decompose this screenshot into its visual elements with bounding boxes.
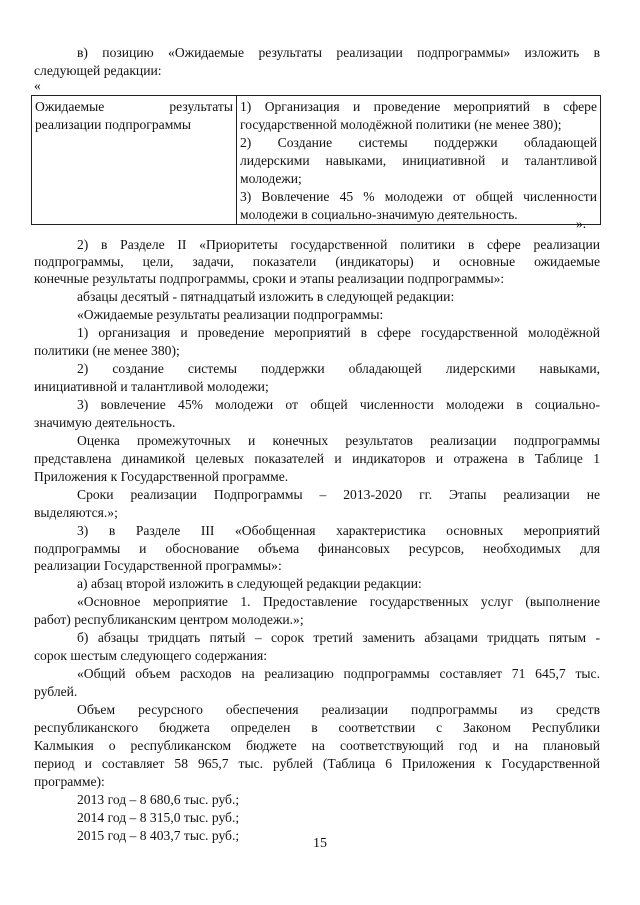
paragraph-line: представлена динамикой целевых показателей и индикаторов и отражена в Таблице 1: [34, 451, 600, 466]
paragraph-line: Сроки реализации Подпрограммы – 2013-2020 гг. Этапы реализации не: [77, 487, 600, 502]
table-value-line: молодежи;: [240, 171, 302, 186]
paragraph-line: конечные результаты подпрограммы, сроки и этапы реализации подпрограммы»:: [34, 271, 505, 286]
paragraph-line: Калмыкия о республиканском бюджете на соответствующий год и на плановый: [34, 738, 600, 753]
paragraph-line: инициативной и талантливой молодежи;: [34, 379, 269, 394]
paragraph-line: период и составляет 58 965,7 тыс. рублей (Таблица 6 Приложения к Государственной: [34, 756, 600, 771]
paragraph-line: а) абзац второй изложить в следующей редакции редакции:: [77, 576, 422, 591]
table-value-line: 2) Создание системы поддержки обладающей: [240, 135, 597, 150]
results-table: [31, 95, 601, 225]
paragraph-line: подпрограммы, цели, задачи, показатели (индикаторы) и основные ожидаемые: [34, 254, 600, 269]
table-value-line: молодежи в социально-значимую деятельность.: [240, 207, 518, 222]
intro-line: в) позицию «Ожидаемые результаты реализации подпрограммы» изложить в: [77, 45, 600, 60]
paragraph-line: выделяются.»;: [34, 505, 118, 520]
paragraph-line: Приложения к Государственной программе.: [34, 469, 289, 484]
paragraph-line: 2) создание системы поддержки обладающей лидерскими навыками,: [77, 361, 600, 376]
table-value-line: лидерскими навыками, инициативной и талантливой: [240, 153, 597, 168]
table-value-cell: [237, 96, 601, 225]
close-quote: ».: [576, 216, 587, 231]
paragraph-line: республиканского бюджета определен в соответствии с Законом Республики: [34, 720, 600, 735]
year-budget-line: 2014 год – 8 315,0 тыс. руб.;: [77, 810, 240, 825]
paragraph-line: реализации Государственной программы»:: [34, 558, 282, 573]
table-row: [32, 96, 601, 225]
paragraph-line: «Ожидаемые результаты реализации подпрограммы:: [77, 307, 384, 322]
paragraph-line: сорок шестым следующего содержания:: [34, 648, 268, 663]
table-value-line: 1) Организация и проведение мероприятий в сфере: [240, 99, 597, 114]
paragraph-line: абзацы десятый - пятнадцатый изложить в следующей редакции:: [77, 289, 455, 304]
paragraph-line: политики (не менее 380);: [34, 343, 180, 358]
paragraph-line: 1) организация и проведение мероприятий в сфере государственной молодёжной: [77, 325, 600, 340]
paragraph-line: Оценка промежуточных и конечных результатов реализации подпрограммы: [77, 433, 600, 448]
paragraph-line: рублей.: [34, 684, 78, 699]
page-number: 15: [313, 836, 327, 851]
table-label-line: Ожидаемые результаты: [35, 99, 233, 114]
table-label-line: реализации подпрограммы: [35, 117, 192, 132]
paragraph-line: 2) в Разделе II «Приоритеты государственной политики в сфере реализации: [77, 237, 600, 252]
paragraph-line: «Основное мероприятие 1. Предоставление государственных услуг (выполнение: [77, 594, 600, 609]
paragraph-line: 3) вовлечение 45% молодежи от общей численности молодежи в социально-: [77, 397, 600, 412]
open-quote: «: [34, 78, 41, 93]
table-label-cell: [32, 96, 237, 225]
paragraph-line: б) абзацы тридцать пятый – сорок третий заменить абзацами тридцать пятым -: [77, 630, 600, 645]
paragraph-line: значимую деятельность.: [34, 415, 176, 430]
paragraph-line: работ) республиканским центром молодежи.»;: [34, 612, 304, 627]
table-value-line: государственной молодёжной политики (не менее 380);: [240, 117, 562, 132]
paragraph-line: Объем ресурсного обеспечения реализации подпрограммы из средств: [77, 702, 600, 717]
table-value-line: 3) Вовлечение 45 % молодежи от общей численности: [240, 189, 597, 204]
year-budget-line: 2013 год – 8 680,6 тыс. руб.;: [77, 792, 240, 807]
paragraph-line: 3) в Разделе III «Обобщенная характеристика основных мероприятий: [77, 523, 600, 538]
paragraph-line: «Общий объем расходов на реализацию подпрограммы составляет 71 645,7 тыс.: [77, 666, 600, 681]
paragraph-line: подпрограммы и обоснование объема финансовых ресурсов, необходимых для: [34, 541, 600, 556]
year-budget-line: 2015 год – 8 403,7 тыс. руб.;: [77, 828, 240, 843]
paragraph-line: программе):: [34, 774, 105, 789]
intro-line: следующей редакции:: [34, 63, 162, 78]
